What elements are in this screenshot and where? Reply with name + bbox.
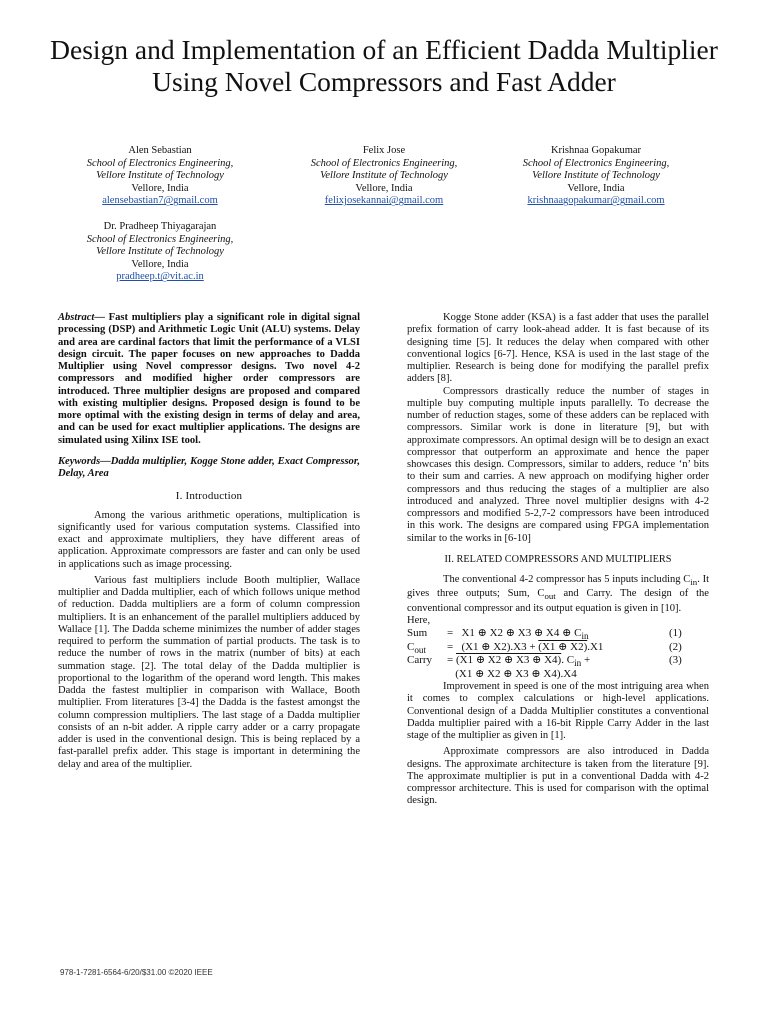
author-block [274, 145, 494, 208]
equation-body: = (X1 ⊕ X2).X3 + (X1 ⊕ X2).X1 [447, 640, 604, 653]
text: and Carry. The design of the conventional compressor and its output equation is given in [10]. [407, 588, 709, 614]
author-institute: Vellore Institute of Technology [320, 170, 448, 182]
text: The conventional 4-2 compressor has 5 inputs including C [443, 574, 691, 585]
author-affiliation: School of Electronics Engineering, [86, 157, 234, 169]
paragraph: Improvement in speed is one of the most intriguing area when it comes to complex calculations or high-level applications. Conventional design of a Dadda Multiplier constitutes a conventional Dadda multiplier paired with a 16-bit Ripple Carry Adder in the last stage of the multiplier as given in [1]. [407, 681, 709, 742]
subscript: out [544, 591, 556, 602]
author-location: Vellore, India [567, 182, 625, 194]
label: C [407, 640, 415, 653]
equation-carry [407, 654, 709, 668]
author-name: Dr. Pradheep Thiyagarajan [103, 221, 217, 232]
subscript: in [581, 631, 589, 642]
spacer [407, 668, 447, 682]
author-location: Vellore, India [355, 182, 413, 194]
paragraph: Among the various arithmetic operations, multiplication is significantly used for various computation systems. Classified into exact and approximate multipliers, they have different areas of application. Approximate compressors are faster and can only be used in applications such as image processing. [58, 509, 360, 570]
equation-sum [407, 627, 709, 641]
equation-label [407, 641, 447, 655]
author-block [50, 221, 270, 284]
abstract: Abstract— Fast multipliers play a significant role in digital signal processing (DSP) and Arithmetic Logic Unit (ALU) systems. Delay and area are cardinal factors that limit the performance of a VLSI design circuit. The paper focuses on new approaches to Dadda Multiplier using Novel compressor designs. Two novel 4-2 compressors and modified higher order compressors are introduced. Three multiplier designs are proposed and compared with existing multiplier designs. Proposed design is found to be more optimal with the existing design in terms of delay and area, and can be used for exact multiplier applications. The designs are simulated using Xilinx ISE tool. [58, 312, 361, 446]
section-heading-introduction: I. Introduction [175, 490, 243, 503]
equation-number: (3) [669, 654, 682, 667]
text: . It gives three outputs; Sum, C [407, 574, 710, 600]
abstract-text: Fast multipliers play a significant role in digital signal processing (DSP) and Arithmetic Logic Unit (ALU) systems. Delay and area are cardinal factors that limit the performance of a VLSI design circuit. The paper focuses on new approaches to Dadda Multiplier using Novel compressor designs. Two novel 4-2 compressors and modified higher order compressors are introduced. Three multiplier designs are proposed and compared with existing multiplier designs. Proposed design is found to be more optimal with the existing design in terms of delay and area, and can be used for exact multiplier applications. The designs are simulated using Xilinx ISE tool. [58, 312, 361, 446]
author-name: Alen Sebastian [128, 145, 192, 156]
right-column [407, 312, 709, 808]
section-heading-related: II. RELATED COMPRESSORS AND MULTIPLIERS [444, 553, 672, 565]
author-email-link[interactable]: alensebastian7@gmail.com [102, 195, 218, 207]
equation-body: = (X1 ⊕ X2 ⊕ X3 ⊕ X4). $C_{in}$ + [447, 654, 591, 669]
author-name: Felix Jose [362, 145, 406, 156]
author-name: Krishnaa Gopakumar [550, 145, 642, 156]
subscript: out [414, 644, 427, 655]
author-location: Vellore, India [131, 258, 189, 270]
author-institute: Vellore Institute of Technology [532, 170, 660, 182]
left-column [58, 312, 360, 771]
paragraph: Various fast multipliers include Booth multiplier, Wallace multiplier and Dadda multiplier, each of which follows unique method of reduction. Dadda multipliers are a form of column compression multipliers. It is an enhancement of the parallel multipliers adduced by Wallace [1]. The Dadda scheme minimizes the number of adder stages required to perform the summation of partial products. The task is to reduce the number of rows in the matrix (number of bits) at each summation stage. [2]. The total delay of the Dadda multiplier is proportional to the logarithm of the operand word length. This makes Dadda the fastest multiplier in comparison with Wallace, Booth multiplier. From literatures [3-4] the Dadda is the fastest amongst the column compression multipliers. The last stage of a Dadda multiplier consists of an n-bit adder. A ripple carry adder or a carry propagate adder is used in the conventional design. This is being replaced by a fast-parallel prefix adder. This stage is important in determining the delay and area of the multiplier. [58, 574, 360, 770]
paragraph: Compressors drastically reduce the number of stages in multiple buy computing multiple inputs parallelly. To decrease the number of reduction stages, some of these adders can be replaced with compressors. Similar work is done in literature [9], but with approximate compressors. An optimal design will be to design an exact compressor that outperform an approximate and hence the paper showcases this design. Compressors, similar to adders, reduce ‘n’ bits to their sum and carries. A new approach on modifying higher order compressors and thus reducing the stages of a multiplier are also introduced and analyzed. Three novel multiplier designs with 4-2 compressors and modified 5-2,7-2 compressors have been introduced in this work. The designs are compared using FPGA implementation similar to the works in [6-10] [407, 385, 709, 544]
equation-number: (1) [669, 627, 682, 640]
abstract-label: Abstract [58, 312, 95, 323]
author-email-link[interactable]: felixjosekannai@gmail.com [324, 195, 444, 207]
equation-carry-cont [407, 668, 709, 682]
copyright-footer: 978-1-7281-6564-6/20/$31.00 ©2020 IEEE [60, 968, 213, 977]
author-block [486, 145, 706, 208]
keywords: Keywords—Dadda multiplier, Kogge Stone adder, Exact Compressor, Delay, Area [58, 455, 360, 479]
equation-body: (X1 ⊕ X2 ⊕ X3 ⊕ X4).X4 [447, 667, 577, 680]
equation-body: = X1 ⊕ X2 ⊕ X3 ⊕ X4 ⊕ $C_{in}$ [447, 627, 589, 642]
paragraph [407, 574, 709, 615]
author-email-link[interactable]: pradheep.t@vit.ac.in [116, 271, 204, 283]
author-institute: Vellore Institute of Technology [96, 246, 224, 258]
equation-label: Carry [407, 654, 433, 667]
equation-number: (2) [669, 640, 682, 653]
author-affiliation: School of Electronics Engineering, [310, 157, 458, 169]
subscript: in [574, 658, 582, 669]
paragraph: Here, [407, 614, 431, 626]
paragraph: Kogge Stone adder (KSA) is a fast adder that uses the parallel prefix formation of carry look-ahead adder. It is fast because of its designing time [5]. It reduces the delay when compared with other conventional logics [6-7]. Hence, KSA is used in the last stage of the multiplier. Research is being done for modifying the parallel prefix adders [8]. [407, 312, 709, 385]
equation-cout [407, 641, 709, 655]
author-location: Vellore, India [131, 182, 189, 194]
equation-label: Sum [407, 627, 428, 640]
author-email-link[interactable]: krishnaagopakumar@gmail.com [527, 195, 665, 207]
paper-title: Design and Implementation of an Efficient Dadda Multiplier Using Novel Compressors and Fast Adder [50, 34, 718, 97]
author-block [50, 145, 270, 208]
author-affiliation: School of Electronics Engineering, [86, 233, 234, 245]
author-affiliation: School of Electronics Engineering, [522, 157, 670, 169]
author-institute: Vellore Institute of Technology [96, 170, 224, 182]
subscript: in [690, 577, 698, 588]
spacer [669, 668, 709, 682]
paragraph: Approximate compressors are also introduced in Dadda designs. The approximate architecture is taken from the literature [9]. The approximate multiplier is put in a conventional Dadda with 4-2 compressor architecture. This is used for comparison with the optimal design. [407, 746, 709, 807]
